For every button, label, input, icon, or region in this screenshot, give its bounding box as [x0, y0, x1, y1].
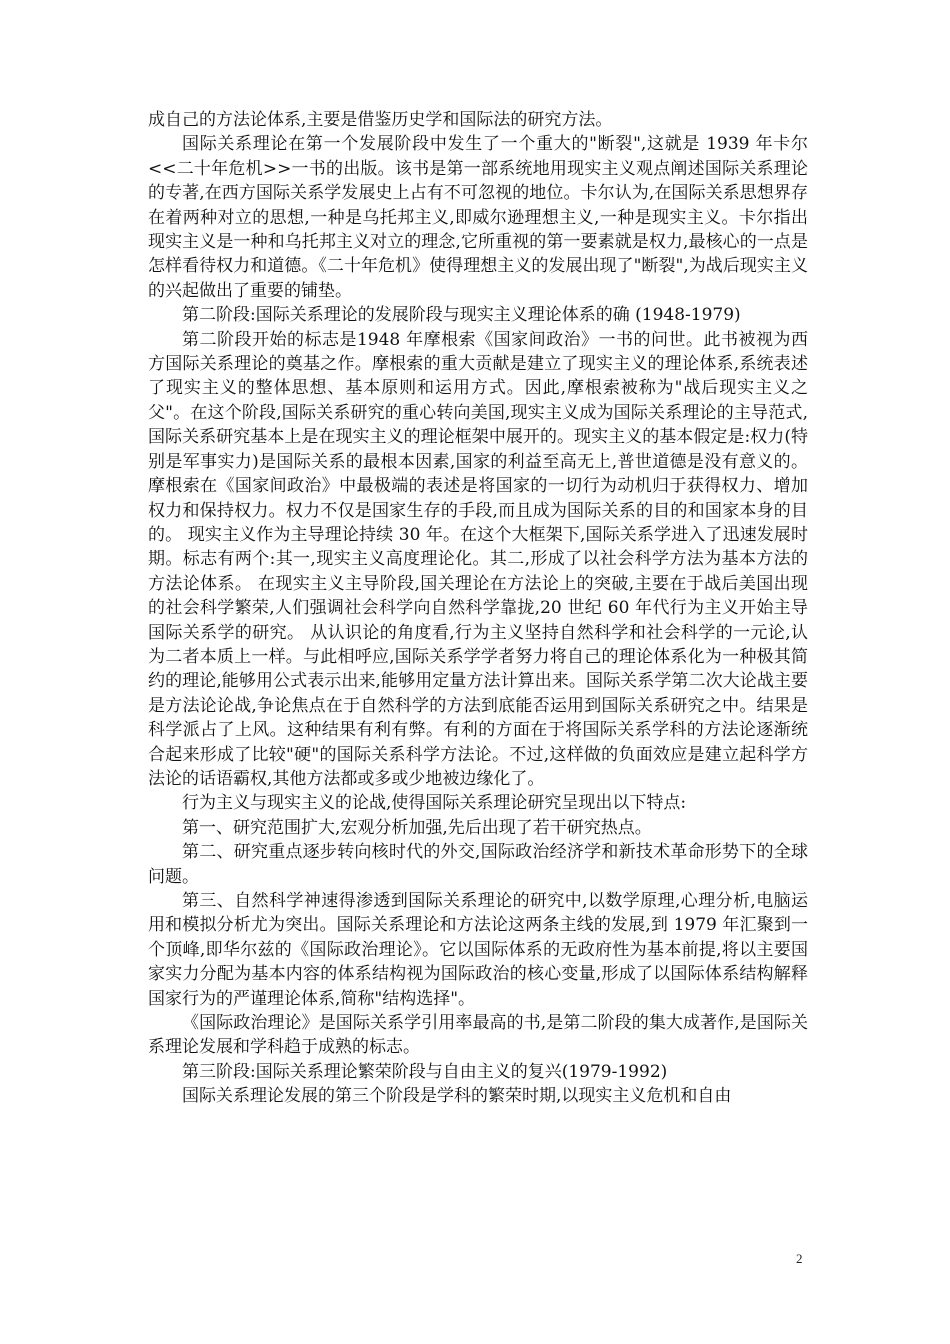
- paragraph: 国际关系理论在第一个发展阶段中发生了一个重大的"断裂",这就是 1939 年卡尔<<二十年危机>>一书的出版。该书是第一部系统地用现实主义观点阐述国际关系理论的专著,在西方国际关系学发展史上占有不可忽视的地位。卡尔认为,在国际关系思想界存在着两种对立的思想,一种是乌托邦主义,即威尔逊理想主义,一种是现实主义。卡尔指出现实主义是一种和乌托邦主义对立的理念,它所重视的第一要素就是权力,最核心的一点是怎样看待权力和道德。《二十年危机》使得理想主义的发展出现了"断裂",为战后现实主义的兴起做出了重要的铺垫。: [148, 134, 808, 301]
- paragraph: 行为主义与现实主义的论战,使得国际关系理论研究呈现出以下特点:: [182, 793, 687, 814]
- section-heading: 第二阶段:国际关系理论的发展阶段与现实主义理论体系的确 (1948-1979): [182, 305, 741, 326]
- list-item: 第二、研究重点逐步转向核时代的外交,国际政治经济学和新技术革命形势下的全球问题。: [148, 842, 808, 887]
- list-item: 第一、研究范围扩大,宏观分析加强,先后出现了若干研究热点。: [182, 817, 652, 838]
- paragraph: 第二阶段开始的标志是1948 年摩根索《国家间政治》一书的问世。此书被视为西方国际关系理论的奠基之作。摩根索的重大贡献是建立了现实主义的理论体系,系统表述了现实主义的整体思想、基本原则和运用方式。因此,摩根索被称为"战后现实主义之父"。在这个阶段,国际关系研究的重心转向美国,现实主义成为国际关系理论的主导范式,国际关系研究基本上是在现实主义的理论框架中展开的。现实主义的基本假定是:权力(特别是军事实力)是国际关系的最根本因素,国家的利益至高无上,普世道德是没有意义的。摩根索在《国家间政治》中最极端的表述是将国家的一切行为动机归于获得权力、增加权力和保持权力。权力不仅是国家生存的手段,而且成为国际关系的目的和国家本身的目的。 现实主义作为主导理论持续 30 年。在这个大框架下,国际关系学进入了迅速发展时期。标志有两个:其一,现实主义高度理论化。其二,形成了以社会科学方法为基本方法的方法论体系。 在现实主义主导阶段,国关理论在方法论上的突破,主要在于战后美国出现的社会科学繁荣,人们强调社会科学向自然科学靠拢,20 世纪 60 年代行为主义开始主导国际关系学的研究。 从认识论的角度看,行为主义坚持自然科学和社会科学的一元论,认为二者本质上一样。与此相呼应,国际关系学学者努力将自己的理论体系化为一种极其简约的理论,能够用公式表示出来,能够用定量方法计算出来。国际关系学第二次大论战主要是方法论论战,争论焦点在于自然科学的方法到底能否运用到国际关系研究之中。结果是科学派占了上风。这种结果有利有弊。有利的方面在于将国际关系学科的方法论逐渐统合起来形成了比较"硬"的国际关系科学方法论。不过,这样做的负面效应是建立起科学方法论的话语霸权,其他方法都或多或少地被边缘化了。: [148, 329, 808, 789]
- paragraph: 国际关系理论发展的第三个阶段是学科的繁荣时期,以现实主义危机和自由: [182, 1086, 732, 1107]
- paragraph: 成自己的方法论体系,主要是借鉴历史学和国际法的研究方法。: [148, 110, 613, 130]
- list-item: 第三、自然科学神速得渗透到国际关系理论的研究中,以数学原理,心理分析,电脑运用和模拟分析尤为突出。国际关系理论和方法论这两条主线的发展,到 1979 年汇聚到一个顶峰,即华尔兹的《国际政治理论》。它以国际体系的无政府性为基本前提,将以主要国家实力分配为基本内容的体系结构视为国际政治的核心变量,形成了以国际体系结构解释国家行为的严谨理论体系,简称"结构选择"。: [148, 891, 808, 1009]
- paragraph: 《国际政治理论》是国际关系学引用率最高的书,是第二阶段的集大成著作,是国际关系理论发展和学科趋于成熟的标志。: [148, 1013, 808, 1058]
- document-body: [148, 108, 808, 1109]
- page-number: 2: [796, 1251, 803, 1266]
- section-heading: 第三阶段:国际关系理论繁荣阶段与自由主义的复兴(1979-1992): [182, 1061, 668, 1082]
